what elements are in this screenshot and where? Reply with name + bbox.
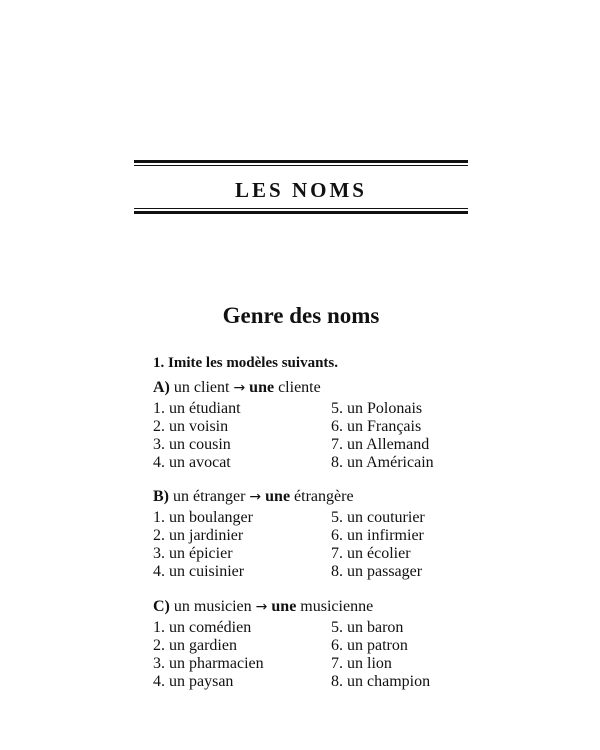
list-item: 6. un patron (331, 637, 408, 654)
list-item: 6. un Français (331, 418, 422, 435)
list-item: 3. un épicier (153, 545, 233, 562)
model-feminine: musicienne (300, 598, 374, 615)
model-line-c (153, 597, 373, 617)
list-item: 5. un Polonais (331, 400, 423, 417)
list-item: 8. un champion (331, 673, 431, 690)
items-right-column (331, 400, 434, 472)
list-item: 3. un cousin (153, 436, 231, 453)
list-item: 2. un voisin (153, 418, 229, 435)
arrow-icon: → (233, 380, 246, 396)
model-feminine: cliente (278, 379, 321, 396)
list-item: 1. un étudiant (153, 400, 241, 417)
list-item: 3. un pharmacien (153, 655, 264, 672)
list-item: 5. un baron (331, 619, 404, 636)
group-b (153, 487, 425, 581)
list-item: 4. un cuisinier (153, 563, 245, 580)
title-rule-bottom (134, 208, 468, 214)
model-feminine-article: une (271, 598, 297, 615)
list-item: 7. un écolier (331, 545, 411, 562)
model-feminine-article: une (265, 488, 291, 505)
list-item: 5. un couturier (331, 509, 425, 526)
items-right-column (331, 509, 425, 581)
model-feminine-article: une (249, 379, 275, 396)
items-left-column (153, 400, 241, 472)
section-title: Genre des noms (222, 303, 380, 328)
model-masculine: un étranger (173, 488, 246, 505)
list-item: 6. un infirmier (331, 527, 424, 544)
group-a (153, 378, 434, 472)
model-feminine: étrangère (294, 488, 354, 505)
list-item: 8. un Américain (331, 454, 434, 471)
model-line-a (153, 378, 321, 398)
arrow-icon: → (255, 599, 268, 615)
group-letter: A) (153, 379, 170, 396)
list-item: 4. un avocat (153, 454, 231, 471)
list-item: 2. un jardinier (153, 527, 244, 544)
list-item: 2. un gardien (153, 637, 237, 654)
items-left-column (153, 509, 253, 581)
list-item: 8. un passager (331, 563, 423, 580)
list-item: 7. un Allemand (331, 436, 430, 453)
group-letter: C) (153, 598, 170, 615)
model-masculine: un client (173, 379, 230, 396)
exercise-instruction: 1. Imite les modèles suivants. (153, 355, 338, 371)
title-rule-top (134, 160, 468, 166)
list-item: 4. un paysan (153, 673, 234, 690)
list-item: 1. un boulanger (153, 509, 253, 526)
items-left-column (153, 619, 264, 691)
group-letter: B) (153, 488, 169, 505)
group-c (153, 597, 431, 691)
items-right-column (331, 619, 430, 691)
list-item: 7. un lion (331, 655, 392, 672)
model-masculine: un musicien (173, 598, 252, 615)
list-item: 1. un comédien (153, 619, 252, 636)
chapter-title: LES NOMS (235, 178, 367, 202)
arrow-icon: → (249, 489, 262, 505)
model-line-b (153, 487, 354, 507)
